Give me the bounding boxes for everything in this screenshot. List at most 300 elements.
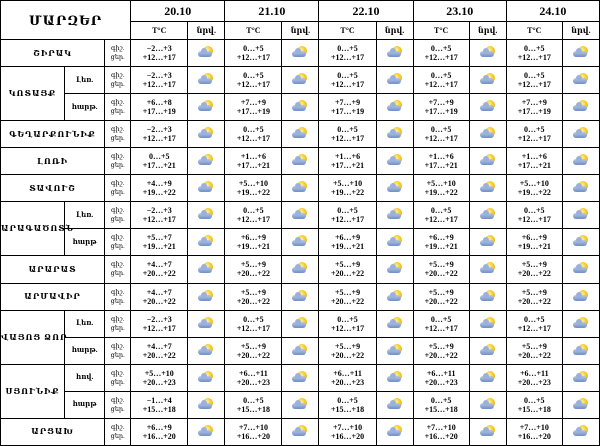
subregion-name: Լեռ.: [65, 202, 105, 229]
sun-behind-cloud-icon: [572, 370, 590, 384]
sun-behind-cloud-icon: [386, 370, 404, 384]
sun-behind-cloud-icon: [386, 343, 404, 357]
weather-icon-cell: [562, 121, 599, 148]
sun-behind-cloud-icon: [386, 397, 404, 411]
sun-behind-cloud-icon: [572, 99, 590, 113]
sun-behind-cloud-icon: [386, 126, 404, 140]
weather-icon-cell: [376, 364, 413, 391]
weather-icon-cell: [376, 283, 413, 310]
table-row: [1, 202, 600, 229]
temperature-range: +7…+10 +16…+20: [225, 418, 282, 445]
cloud-shape: [480, 430, 494, 436]
table-row: [1, 391, 600, 418]
temperature-range: +4…+7 +20…+22: [131, 283, 188, 310]
sun-behind-cloud-icon: [479, 72, 497, 86]
sun-behind-cloud-icon: [386, 153, 404, 167]
table-row: [1, 175, 600, 202]
cloud-shape: [292, 78, 306, 84]
temperature-range: +5…+9 +20…+22: [413, 337, 469, 364]
cloud-shape: [480, 105, 494, 111]
sun-behind-cloud-icon: [572, 153, 590, 167]
temp-unit-header: T°C: [413, 22, 469, 40]
weather-icon-cell: [469, 175, 506, 202]
weather-icon-cell: [469, 202, 506, 229]
table-row: [1, 337, 600, 364]
cloud-shape: [292, 322, 306, 328]
region-name: ՎԱՅՈՑ ՁՈՐ: [1, 310, 65, 364]
temperature-range: +6…+11 +20…+23: [225, 364, 282, 391]
region-name: ԱՐՄԱՎԻՐ: [1, 283, 105, 310]
sun-behind-cloud-icon: [197, 45, 215, 59]
sun-behind-cloud-icon: [291, 289, 309, 303]
sun-behind-cloud-icon: [386, 45, 404, 59]
subregion-name: հարթ: [65, 229, 105, 256]
table-row: [1, 418, 600, 445]
subregion-name: հով.: [65, 364, 105, 391]
sun-behind-cloud-icon: [479, 261, 497, 275]
cloud-shape: [198, 430, 212, 436]
weather-icon-cell: [282, 67, 319, 94]
weather-icon-cell: [376, 229, 413, 256]
weather-icon-cell: [376, 337, 413, 364]
cloud-shape: [292, 240, 306, 246]
cloud-shape: [480, 78, 494, 84]
sun-behind-cloud-icon: [197, 180, 215, 194]
subregion-name: հարթ.: [65, 337, 105, 364]
weather-icon-cell: [469, 121, 506, 148]
temperature-range: −2…+3 +12…+17: [131, 40, 188, 67]
day-night-label: գիշ. ցեր.: [105, 67, 131, 94]
subregion-name: հարթ.: [65, 94, 105, 121]
date-header: 22.10: [319, 1, 413, 22]
temperature-range: +5…+10 +19…+22: [506, 175, 562, 202]
temperature-range: 0…+5 +12…+17: [225, 310, 282, 337]
sun-behind-cloud-icon: [479, 289, 497, 303]
weather-icon-cell: [562, 391, 599, 418]
cloud-shape: [573, 295, 587, 301]
table-row: [1, 148, 600, 175]
sun-behind-cloud-icon: [197, 207, 215, 221]
temperature-range: −2…+3 +12…+17: [131, 202, 188, 229]
date-header: 20.10: [131, 1, 225, 22]
weather-icon-cell: [469, 337, 506, 364]
cloud-shape: [573, 430, 587, 436]
sun-behind-cloud-icon: [291, 261, 309, 275]
temp-unit-header: T°C: [131, 22, 188, 40]
sun-behind-cloud-icon: [291, 126, 309, 140]
cloud-shape: [198, 105, 212, 111]
temperature-range: +5…+10 +19…+22: [413, 175, 469, 202]
weather-icon-cell: [188, 310, 225, 337]
weather-icon-cell: [562, 364, 599, 391]
temperature-range: 0…+5 +12…+17: [413, 202, 469, 229]
table-row: [1, 310, 600, 337]
sun-behind-cloud-icon: [197, 424, 215, 438]
temperature-range: +6…+9 +19…+21: [225, 229, 282, 256]
day-night-label: գիշ. ցեր.: [105, 337, 131, 364]
weather-icon-cell: [282, 391, 319, 418]
day-night-label: գիշ. ցեր.: [105, 148, 131, 175]
temperature-range: 0…+5 +12…+17: [413, 310, 469, 337]
weather-icon-cell: [469, 391, 506, 418]
weather-icon-cell: [188, 148, 225, 175]
weather-icon-cell: [188, 94, 225, 121]
cloud-shape: [198, 159, 212, 165]
cloud-shape: [573, 132, 587, 138]
temp-unit-header: T°C: [225, 22, 282, 40]
weather-icon-cell: [282, 337, 319, 364]
cloud-shape: [198, 267, 212, 273]
table-row: [1, 364, 600, 391]
temperature-range: +1…+6 +17…+21: [225, 148, 282, 175]
temperature-range: +6…+9 +19…+21: [413, 229, 469, 256]
temperature-range: 0…+5 +15…+18: [225, 391, 282, 418]
weather-icon-cell: [376, 310, 413, 337]
temperature-range: +7…+10 +16…+20: [506, 418, 562, 445]
weather-icon-cell: [562, 40, 599, 67]
table-row: [1, 283, 600, 310]
weather-icon-cell: [188, 337, 225, 364]
temperature-range: 0…+5 +12…+17: [319, 40, 376, 67]
cloud-shape: [480, 295, 494, 301]
sun-behind-cloud-icon: [291, 397, 309, 411]
sun-behind-cloud-icon: [197, 153, 215, 167]
weather-icon-cell: [282, 283, 319, 310]
sun-behind-cloud-icon: [197, 397, 215, 411]
cloud-shape: [198, 403, 212, 409]
cloud-shape: [198, 213, 212, 219]
sun-behind-cloud-icon: [572, 207, 590, 221]
temperature-range: 0…+5 +12…+17: [319, 310, 376, 337]
region-name: ՇԻՐԱԿ: [1, 40, 105, 67]
cloud-shape: [198, 295, 212, 301]
sun-behind-cloud-icon: [291, 234, 309, 248]
sun-behind-cloud-icon: [572, 261, 590, 275]
weather-icon-cell: [469, 283, 506, 310]
sun-behind-cloud-icon: [197, 126, 215, 140]
temperature-range: 0…+5 +12…+17: [225, 121, 282, 148]
date-header: 21.10: [225, 1, 319, 22]
temperature-range: +5…+10 +19…+22: [319, 175, 376, 202]
day-night-label: գիշ. ցեր.: [105, 310, 131, 337]
table-row: [1, 94, 600, 121]
temperature-range: 0…+5 +15…+18: [319, 391, 376, 418]
weather-icon-cell: [562, 310, 599, 337]
weather-icon-cell: [469, 364, 506, 391]
temperature-range: 0…+5 +12…+17: [319, 121, 376, 148]
temperature-range: +5…+7 +19…+21: [131, 229, 188, 256]
temperature-range: 0…+5 +12…+17: [506, 310, 562, 337]
temperature-range: +6…+9 +16…+20: [131, 418, 188, 445]
cloud-shape: [198, 349, 212, 355]
weather-icon-cell: [188, 418, 225, 445]
cloud-shape: [573, 322, 587, 328]
temperature-range: +5…+10 +19…+22: [225, 175, 282, 202]
weather-icon-cell: [188, 364, 225, 391]
sun-behind-cloud-icon: [291, 370, 309, 384]
weather-icon-cell: [562, 148, 599, 175]
region-name: ԱՐԱԳԱԾՈՏՆ: [1, 202, 65, 256]
temperature-range: +6…+9 +19…+21: [319, 229, 376, 256]
day-night-label: գիշ. ցեր.: [105, 229, 131, 256]
temperature-range: +7…+9 +17…+19: [413, 94, 469, 121]
temperature-range: 0…+5 +12…+17: [506, 202, 562, 229]
weather-icon-cell: [188, 40, 225, 67]
temperature-range: +1…+6 +17…+21: [413, 148, 469, 175]
temperature-range: 0…+5 +15…+18: [506, 391, 562, 418]
cloud-shape: [387, 376, 401, 382]
region-name: ԱՐԱՐԱՏ: [1, 256, 105, 283]
weather-icon-cell: [282, 310, 319, 337]
cloud-shape: [480, 186, 494, 192]
temperature-range: +5…+9 +20…+22: [413, 283, 469, 310]
temperature-range: 0…+5 +17…+21: [131, 148, 188, 175]
weather-icon-cell: [282, 175, 319, 202]
sun-behind-cloud-icon: [386, 316, 404, 330]
weather-icon-cell: [282, 229, 319, 256]
table-row: [1, 40, 600, 67]
temperature-range: +4…+9 +19…+22: [131, 175, 188, 202]
cloud-shape: [292, 213, 306, 219]
temperature-range: +6…+8 +17…+19: [131, 94, 188, 121]
temp-unit-header: T°C: [506, 22, 562, 40]
weather-icon-cell: [188, 229, 225, 256]
table-row: [1, 121, 600, 148]
temperature-range: 0…+5 +12…+17: [413, 67, 469, 94]
sun-behind-cloud-icon: [479, 99, 497, 113]
weather-icon-cell: [282, 40, 319, 67]
sun-behind-cloud-icon: [197, 99, 215, 113]
cloud-shape: [292, 159, 306, 165]
weather-icon-cell: [376, 94, 413, 121]
cloud-shape: [480, 240, 494, 246]
temperature-range: 0…+5 +12…+17: [225, 202, 282, 229]
cloud-shape: [480, 376, 494, 382]
weather-icon-header: նրվ.: [469, 22, 506, 40]
cloud-shape: [573, 78, 587, 84]
temperature-range: 0…+5 +12…+17: [413, 121, 469, 148]
cloud-shape: [292, 295, 306, 301]
cloud-shape: [387, 430, 401, 436]
cloud-shape: [480, 51, 494, 57]
sun-behind-cloud-icon: [197, 261, 215, 275]
cloud-shape: [573, 159, 587, 165]
table-row: [1, 256, 600, 283]
weather-icon-cell: [469, 148, 506, 175]
temperature-range: +4…+7 +20…+22: [131, 256, 188, 283]
sun-behind-cloud-icon: [479, 180, 497, 194]
temperature-range: +5…+9 +20…+22: [319, 256, 376, 283]
temperature-range: +5…+9 +20…+22: [413, 256, 469, 283]
sun-behind-cloud-icon: [197, 289, 215, 303]
temperature-range: +5…+9 +20…+22: [319, 337, 376, 364]
sun-behind-cloud-icon: [291, 343, 309, 357]
temperature-range: 0…+5 +12…+17: [506, 67, 562, 94]
sun-behind-cloud-icon: [572, 45, 590, 59]
cloud-shape: [480, 159, 494, 165]
temperature-range: 0…+5 +12…+17: [506, 40, 562, 67]
temperature-range: −1…+4 +15…+18: [131, 391, 188, 418]
cloud-shape: [292, 132, 306, 138]
sun-behind-cloud-icon: [479, 207, 497, 221]
day-night-label: գիշ. ցեր.: [105, 256, 131, 283]
cloud-shape: [480, 349, 494, 355]
weather-icon-header: նրվ.: [562, 22, 599, 40]
temperature-range: +5…+9 +20…+22: [506, 283, 562, 310]
temperature-range: +1…+6 +17…+21: [319, 148, 376, 175]
temperature-range: +5…+9 +20…+22: [319, 283, 376, 310]
weather-icon-cell: [376, 202, 413, 229]
weather-icon-cell: [188, 256, 225, 283]
weather-icon-cell: [282, 364, 319, 391]
table-row: [1, 67, 600, 94]
sun-behind-cloud-icon: [572, 424, 590, 438]
sun-behind-cloud-icon: [291, 72, 309, 86]
temperature-range: 0…+5 +15…+18: [413, 391, 469, 418]
weather-icon-cell: [562, 175, 599, 202]
temperature-range: −2…+3 +12…+17: [131, 121, 188, 148]
region-name: ՍՅՈՒՆԻՔ: [1, 364, 65, 418]
cloud-shape: [387, 240, 401, 246]
temperature-range: 0…+5 +12…+17: [319, 202, 376, 229]
cloud-shape: [387, 105, 401, 111]
cloud-shape: [292, 51, 306, 57]
temperature-range: +5…+9 +20…+22: [506, 337, 562, 364]
sun-behind-cloud-icon: [291, 45, 309, 59]
sun-behind-cloud-icon: [572, 126, 590, 140]
weather-icon-cell: [562, 94, 599, 121]
cloud-shape: [292, 186, 306, 192]
sun-behind-cloud-icon: [572, 180, 590, 194]
sun-behind-cloud-icon: [386, 99, 404, 113]
temperature-range: +5…+9 +20…+22: [506, 256, 562, 283]
cloud-shape: [387, 78, 401, 84]
sun-behind-cloud-icon: [386, 180, 404, 194]
temperature-range: 0…+5 +12…+17: [225, 67, 282, 94]
cloud-shape: [292, 376, 306, 382]
weather-icon-cell: [188, 202, 225, 229]
date-header: 24.10: [506, 1, 599, 22]
weather-icon-cell: [469, 229, 506, 256]
cloud-shape: [198, 132, 212, 138]
weather-icon-cell: [562, 202, 599, 229]
temperature-range: +7…+10 +16…+20: [319, 418, 376, 445]
sun-behind-cloud-icon: [197, 370, 215, 384]
day-night-label: գիշ. ցեր.: [105, 121, 131, 148]
sun-behind-cloud-icon: [572, 316, 590, 330]
temperature-range: 0…+5 +12…+17: [319, 67, 376, 94]
cloud-shape: [292, 105, 306, 111]
weather-icon-cell: [282, 121, 319, 148]
cloud-shape: [292, 349, 306, 355]
weather-icon-cell: [376, 40, 413, 67]
weather-icon-cell: [282, 256, 319, 283]
sun-behind-cloud-icon: [291, 207, 309, 221]
sun-behind-cloud-icon: [479, 397, 497, 411]
temperature-range: +5…+9 +20…+22: [225, 256, 282, 283]
weather-icon-cell: [562, 418, 599, 445]
day-night-label: գիշ. ցեր.: [105, 364, 131, 391]
cloud-shape: [573, 403, 587, 409]
sun-behind-cloud-icon: [479, 343, 497, 357]
cloud-shape: [573, 376, 587, 382]
temperature-range: +7…+9 +17…+19: [319, 94, 376, 121]
cloud-shape: [573, 267, 587, 273]
weather-icon-cell: [562, 283, 599, 310]
temperature-range: +7…+10 +16…+20: [413, 418, 469, 445]
sun-behind-cloud-icon: [291, 316, 309, 330]
day-night-label: գիշ. ցեր.: [105, 175, 131, 202]
weather-icon-cell: [562, 256, 599, 283]
region-name: ՏԱՎՈՒՇ: [1, 175, 105, 202]
cloud-shape: [387, 403, 401, 409]
temperature-range: +5…+9 +20…+22: [225, 283, 282, 310]
sun-behind-cloud-icon: [197, 316, 215, 330]
temperature-range: 0…+5 +12…+17: [506, 121, 562, 148]
cloud-shape: [387, 186, 401, 192]
weather-icon-cell: [469, 67, 506, 94]
weather-icon-cell: [376, 148, 413, 175]
weather-icon-cell: [376, 391, 413, 418]
temperature-range: +5…+9 +20…+22: [225, 337, 282, 364]
sun-behind-cloud-icon: [386, 234, 404, 248]
weather-icon-cell: [469, 256, 506, 283]
sun-behind-cloud-icon: [291, 99, 309, 113]
weather-icon-cell: [188, 391, 225, 418]
sun-behind-cloud-icon: [479, 234, 497, 248]
weather-icon-cell: [469, 40, 506, 67]
sun-behind-cloud-icon: [197, 234, 215, 248]
cloud-shape: [573, 186, 587, 192]
sun-behind-cloud-icon: [197, 343, 215, 357]
temperature-range: 0…+5 +12…+17: [225, 40, 282, 67]
sun-behind-cloud-icon: [572, 234, 590, 248]
cloud-shape: [480, 132, 494, 138]
day-night-label: գիշ. ցեր.: [105, 202, 131, 229]
cloud-shape: [198, 78, 212, 84]
sun-behind-cloud-icon: [479, 316, 497, 330]
region-name: ԼՈՌԻ: [1, 148, 105, 175]
sun-behind-cloud-icon: [197, 72, 215, 86]
sun-behind-cloud-icon: [291, 180, 309, 194]
cloud-shape: [480, 403, 494, 409]
temperature-range: +5…+10 +20…+23: [131, 364, 188, 391]
sun-behind-cloud-icon: [479, 370, 497, 384]
sun-behind-cloud-icon: [386, 424, 404, 438]
day-night-label: գիշ. ցեր.: [105, 391, 131, 418]
cloud-shape: [292, 267, 306, 273]
sun-behind-cloud-icon: [386, 72, 404, 86]
weather-icon-cell: [469, 418, 506, 445]
temperature-range: +1…+6 +17…+21: [506, 148, 562, 175]
weather-icon-cell: [376, 418, 413, 445]
sun-behind-cloud-icon: [386, 261, 404, 275]
region-name: ԳԵՂԱՐՔՈՒՆԻՔ: [1, 121, 105, 148]
weather-icon-cell: [282, 148, 319, 175]
cloud-shape: [387, 349, 401, 355]
cloud-shape: [573, 51, 587, 57]
weather-icon-cell: [376, 67, 413, 94]
temperature-range: +6…+11 +20…+23: [413, 364, 469, 391]
cloud-shape: [480, 267, 494, 273]
weather-icon-cell: [376, 121, 413, 148]
cloud-shape: [292, 403, 306, 409]
weather-icon-cell: [188, 121, 225, 148]
sun-behind-cloud-icon: [572, 289, 590, 303]
temperature-range: +4…+7 +20…+22: [131, 337, 188, 364]
weather-icon-cell: [188, 283, 225, 310]
weather-icon-cell: [188, 67, 225, 94]
